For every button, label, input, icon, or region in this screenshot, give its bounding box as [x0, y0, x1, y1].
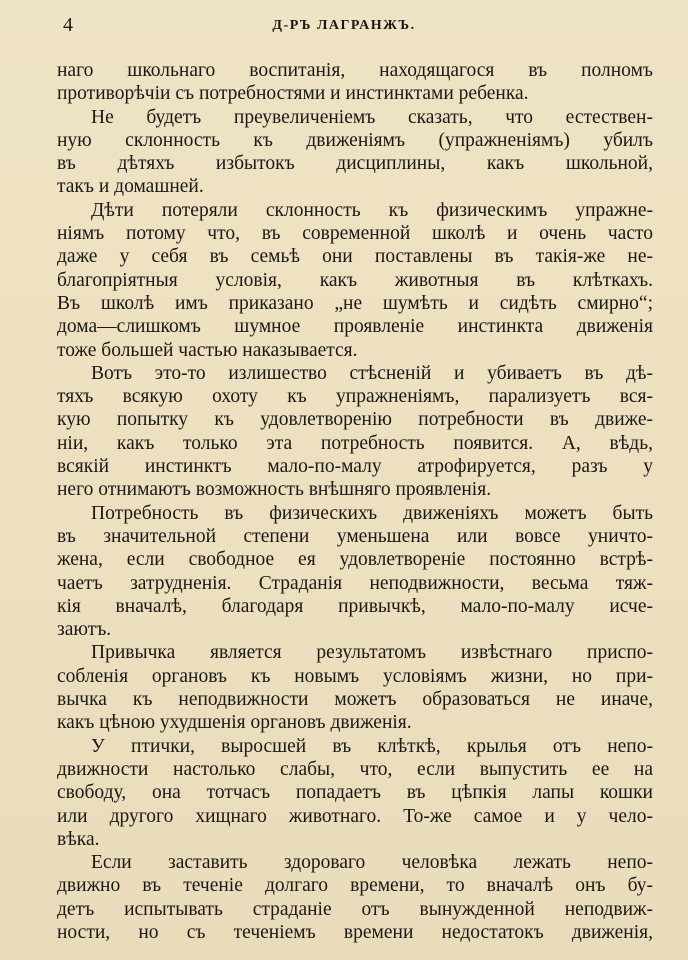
text-line: противорѣчіи съ потребностями и инстинктами ребенка. — [57, 83, 529, 105]
text-line: Дѣти потеряли склонность къ физическимъ упражне- — [91, 199, 653, 221]
text-line: движно въ теченіе долгаго времени, то вначалѣ онъ бу- — [57, 875, 653, 897]
running-head: Д-РЪ ЛАГРАНЖЪ. — [272, 18, 416, 33]
text-line: Привычка является результатомъ извѣстнаго приспо- — [91, 642, 653, 664]
text-line: такъ и домашней. — [57, 176, 204, 198]
paragraph — [57, 199, 653, 362]
text-line: свободу, она тотчасъ попадаетъ въ цѣпкія лапы кошки — [57, 782, 653, 804]
paragraph — [57, 641, 653, 734]
text-line: наго школьнаго воспитанія, находящагося въ полномъ — [57, 60, 653, 81]
paragraph — [57, 59, 653, 106]
text-line: всякій инстинктъ мало-по-малу атрофируется, разъ у — [57, 456, 653, 478]
text-line: благопріятныя условія, какъ животныя въ клѣткахъ. — [57, 269, 653, 291]
text-line: чаетъ затрудненія. Страданія неподвижности, весьма тяж- — [57, 572, 653, 594]
text-line: ніямъ потому что, въ современной школѣ и очень часто — [57, 223, 653, 245]
paragraph — [57, 106, 653, 199]
text-line: Потребность въ физическихъ движеніяхъ можетъ быть — [91, 502, 653, 524]
text-line: вѣка. — [57, 828, 100, 850]
text-line: какъ цѣною ухудшенія органовъ движенія. — [57, 712, 412, 734]
text-line: ности, но съ теченіемъ времени недостатокъ движенія, — [57, 921, 653, 943]
text-line: даже у себя въ семьѣ они поставлены въ такія-же не- — [57, 246, 653, 268]
text-line: Въ школѣ имъ приказано „не шумѣть и сидѣть смирно“; — [57, 292, 653, 314]
text-line: него отнимаютъ возможность внѣшняго проявленія. — [57, 479, 492, 501]
text-line: кія вначалѣ, благодаря привычкѣ, мало-по-малу исче- — [57, 595, 653, 617]
text-line: тяхъ всякую охоту къ упражненіямъ, парализуетъ вся- — [57, 386, 653, 408]
text-line: дома—слишкомъ шумное проявленіе инстинкта движенія — [57, 316, 653, 338]
text-line: или другого хищнаго животнаго. То-же самое и у чело- — [57, 805, 653, 827]
text-line: Если заставить здороваго человѣка лежать непо- — [91, 852, 653, 874]
text-line: въ дѣтяхъ избытокъ дисциплины, какъ школьной, — [57, 153, 653, 175]
paragraph — [57, 362, 653, 502]
paragraph — [57, 735, 653, 851]
text-line: Не будетъ преувеличеніемъ сказать, что естествен- — [91, 106, 653, 128]
paragraph — [57, 851, 653, 944]
text-line: У птички, выросшей въ клѣткѣ, крылья отъ непо- — [91, 735, 653, 757]
text-line: Вотъ это-то излишество стѣсненій и убиваетъ въ дѣ- — [91, 362, 653, 384]
text-line: вычка къ неподвижности можетъ образоваться не иначе, — [57, 689, 653, 711]
paragraph — [57, 502, 653, 642]
text-line: жена, если свободное ея удовлетвореніе постоянно встрѣ- — [57, 549, 653, 571]
body-text — [57, 59, 653, 944]
text-line: ную склонность къ движеніямъ (упражненіямъ) убилъ — [57, 129, 653, 151]
text-line: кую попытку къ удовлетворенію потребности въ движе- — [57, 409, 653, 431]
text-line: детъ испытывать страданіе отъ вынужденной неподвиж- — [57, 898, 653, 920]
text-line: заютъ. — [57, 619, 112, 641]
text-line: собленія органовъ къ новымъ условіямъ жизни, но при- — [57, 665, 653, 687]
page-number: 4 — [63, 14, 73, 36]
text-line: въ значительной степени уменьшена или вовсе уничто- — [57, 525, 653, 547]
text-line: ніи, какъ только эта потребность появится. А, вѣдь, — [57, 432, 653, 454]
text-line: движности настолько слабы, что, если выпустить ее на — [57, 758, 653, 780]
text-line: тоже большей частью наказывается. — [57, 339, 358, 361]
